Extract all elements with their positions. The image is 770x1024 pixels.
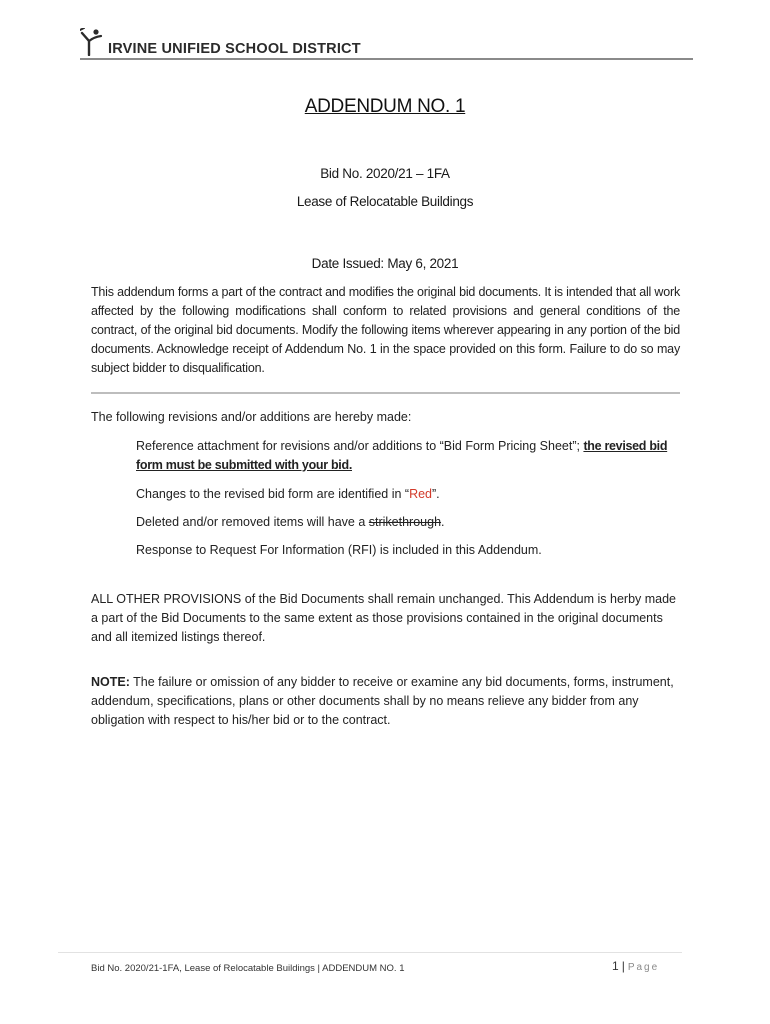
revision-item-1-text: Reference attachment for revisions and/or additions to “Bid Form Pricing Sheet”; bbox=[136, 439, 584, 453]
page-number: 1 bbox=[612, 959, 619, 973]
page-word: Page bbox=[627, 962, 660, 973]
section-divider bbox=[91, 392, 680, 394]
strikethrough-keyword: strikethrough bbox=[368, 515, 442, 529]
footer-divider bbox=[58, 952, 682, 953]
revision-item-3 bbox=[136, 513, 676, 532]
project-name: Lease of Relocatable Buildings bbox=[296, 194, 474, 209]
figure-logo-icon bbox=[80, 28, 104, 56]
revisions-lead: The following revisions and/or additions are hereby made: bbox=[91, 410, 412, 424]
revision-item-2 bbox=[136, 485, 676, 504]
revision-item-3-before: Deleted and/or removed items will have a bbox=[136, 515, 369, 529]
intro-paragraph: This addendum forms a part of the contract and modifies the original bid documents. It is intended that all work affected by the following modifications shall conform to related provisions and general conditions of the contract, of the original bid documents. Modify the following items wherever appearing in any portion of the bid documents. Acknowledge receipt of Addendum No. 1 in the space provided on this form. Failure to do so may subject bidder to disqualification. bbox=[91, 285, 680, 375]
date-issued: Date Issued: May 6, 2021 bbox=[311, 256, 459, 271]
revision-item-4: Response to Request For Information (RFI) is included in this Addendum. bbox=[136, 543, 542, 557]
revision-item-2-after: ”. bbox=[432, 487, 440, 501]
red-keyword: Red bbox=[409, 487, 433, 501]
footer-document-ref: Bid No. 2020/21-1FA, Lease of Relocatable Buildings | ADDENDUM NO. 1 bbox=[91, 963, 405, 974]
district-name: IRVINE UNIFIED SCHOOL DISTRICT bbox=[108, 41, 361, 57]
revision-item-1 bbox=[136, 437, 676, 475]
provisions-paragraph: ALL OTHER PROVISIONS of the Bid Documents shall remain unchanged. This Addendum is herby made a part of the Bid Documents to the same extent as those provisions contained in the original documents and all itemized listings thereof. bbox=[91, 592, 677, 644]
footer-page-indicator bbox=[612, 959, 659, 973]
bid-number: Bid No. 2020/21 – 1FA bbox=[320, 166, 450, 181]
note-label: NOTE: bbox=[91, 675, 130, 689]
note-paragraph bbox=[91, 673, 680, 730]
revision-item-3-after: . bbox=[441, 515, 445, 529]
page-separator: | bbox=[621, 959, 625, 973]
revision-item-1-emphasis: the revised bid form must be submitted with your bid. bbox=[136, 439, 668, 472]
header-divider bbox=[80, 58, 693, 60]
page-header bbox=[80, 28, 693, 60]
note-text: The failure or omission of any bidder to receive or examine any bid documents, forms, instrument, addendum, specifications, plans or other documents shall by no means relieve any bidder from any obligation with respect to his/her bid or to the contract. bbox=[91, 675, 674, 727]
document-title: ADDENDUM NO. 1 bbox=[304, 96, 466, 117]
revision-item-2-before: Changes to the revised bid form are identified in “ bbox=[136, 487, 410, 501]
